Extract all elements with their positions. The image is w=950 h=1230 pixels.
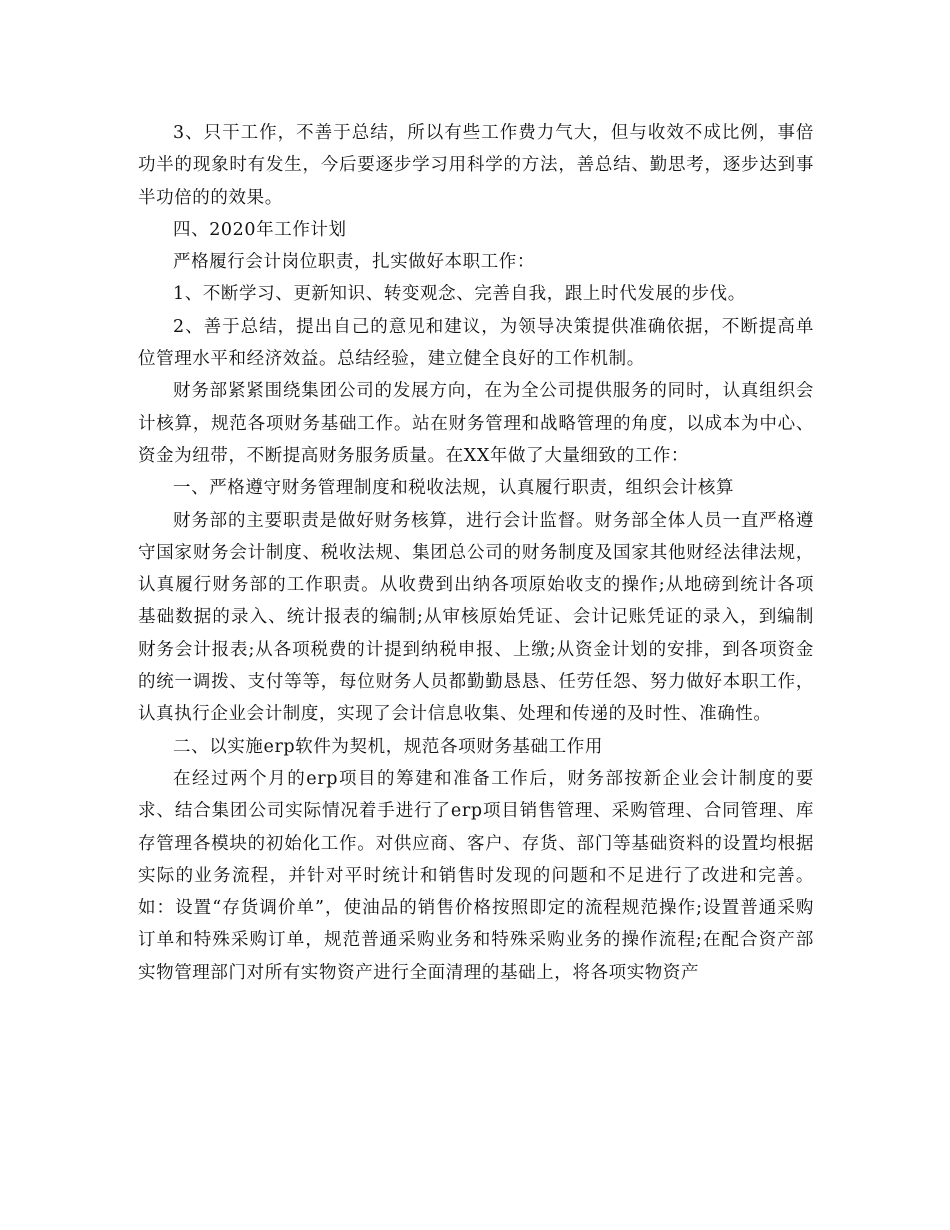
heading-2020-work-plan: 四、2020年工作计划 (173, 219, 347, 240)
paragraph-summary-point-3: 3、只干工作，不善于总结，所以有些工作费力气大，但与收效不成比例，事倍功半的现象时有发生，今后要逐步学习用科学的方法，善总结、勤思考，逐步达到事半功倍的的效果。 (138, 123, 814, 208)
paragraph-section-two-body: 在经过两个月的erp项目的筹建和准备工作后，财务部按新企业会计制度的要求、结合集团公司实际情况着手进行了erp项目销售管理、采购管理、合同管理、库存管理各模块的初始化工作。对供应商、客户、存货、部门等基础资料的设置均根据实际的业务流程，并针对平时统计和销售时发现的问题和不足进行了改进和完善。如：设置“存货调价单”，使油品的销售价格按照即定的流程规范操作;设置普通采购订单和特殊采购订单，规范普通采购业务和特殊采购业务的操作流程;在配合资产部实物管理部门对所有实物资产进行全面清理的基础上，将各项实物资产 (138, 768, 814, 983)
heading-section-two: 二、以实施erp软件为契机，规范各项财务基础工作用 (173, 736, 603, 757)
document-page (138, 117, 814, 989)
paragraph-plan-point-2: 2、善于总结，提出自己的意见和建议，为领导决策提供准确依据，不断提高单位管理水平和经济效益。总结经验，建立健全良好的工作机制。 (138, 316, 814, 370)
paragraph-plan-point-1: 1、不断学习、更新知识、转变观念、完善自我，跟上时代发展的步伐。 (173, 284, 746, 305)
paragraph-plan-intro: 严格履行会计岗位职责，扎实做好本职工作： (173, 252, 535, 273)
paragraph-section-one-body: 财务部的主要职责是做好财务核算，进行会计监督。财务部全体人员一直严格遵守国家财务会计制度、税收法规、集团总公司的财务制度及国家其他财经法律法规，认真履行财务部的工作职责。从收费到出纳各项原始收支的操作;从地磅到统计各项基础数据的录入、统计报表的编制;从审核原始凭证、会计记账凭证的录入，到编制财务会计报表;从各项税费的计提到纳税申报、上缴;从资金计划的安排，到各项资金的统一调拨、支付等等，每位财务人员都勤勤恳恳、任劳任怨、努力做好本职工作，认真执行企业会计制度，实现了会计信息收集、处理和传递的及时性、准确性。 (138, 510, 814, 725)
paragraph-finance-overview: 财务部紧紧围绕集团公司的发展方向，在为全公司提供服务的同时，认真组织会计核算，规范各项财务基础工作。站在财务管理和战略管理的角度，以成本为中心、资金为纽带，不断提高财务服务质量。在XX年做了大量细致的工作： (138, 381, 814, 466)
heading-section-one: 一、严格遵守财务管理制度和税收法规，认真履行职责，组织会计核算 (173, 478, 735, 499)
